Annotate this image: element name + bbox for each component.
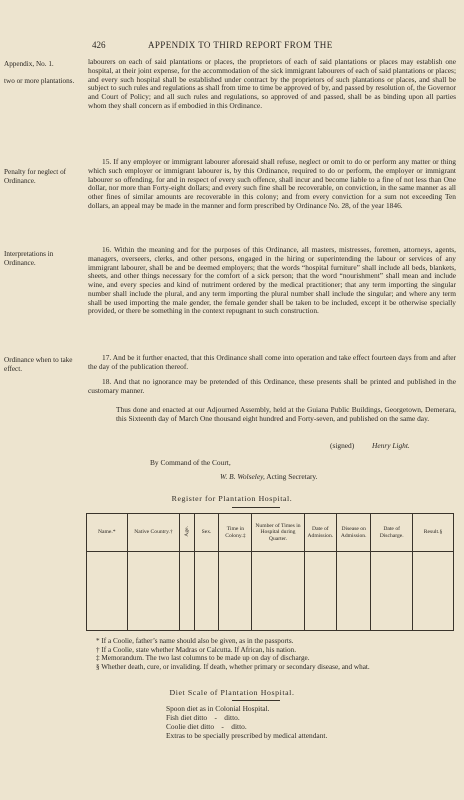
- paragraph-16: 16. Within the meaning and for the purposes of this Ordinance, all masters, mistresses, foremen, attorneys, agents, managers, overseers, clerks, and other persons, engaged in the hiring or superintending the labour or services of any immigrant labourer, shall be and be deemed employers; that the words “hospital furniture” shall include all beds, blankets, sheets, and other things necessary for the comfort of a sick person; that the word “nourishment” shall mean and include wine, and every species and kind of nutriment ordered by the medical practitioner; that any term importing the singular number shall include the plural, and any term importing the plural number shall include the singular; and where any term shall be used importing the male gender, the female gender shall be taken to be included, except it be otherwise specially provided, or there be something in the context repugnant to such construction.: [88, 245, 456, 316]
- enactment-text: Thus done and enacted at our Adjourned Assembly, held at the Guiana Public Buildings, Georgetown, Demerara, this Sixteenth day of March One thousand eight hundred and Forty-seven, and published on the same day.: [116, 405, 456, 423]
- register-header-row: [87, 514, 454, 552]
- secretary-name: W. B. Wolseley,: [220, 472, 265, 481]
- diet-scale-title: Diet Scale of Plantation Hospital.: [169, 688, 295, 697]
- col-disease: Disease on Admission.: [337, 514, 371, 552]
- page-number: 426: [92, 40, 106, 50]
- paragraph-18: 18. And that no ignorance may be pretended of this Ordinance, these presents shall be printed and published in the customary manner.: [88, 377, 456, 395]
- page-header: [0, 40, 464, 54]
- col-native-country: Native Country.†: [127, 514, 180, 552]
- diet-scale-list: [166, 704, 396, 740]
- col-time-in-colony: Time in Colony.‡: [219, 514, 252, 552]
- margin-note-interpretations: Interpretations in Ordinance.: [4, 250, 54, 267]
- diet-line-coolie: Coolie diet ditto - ditto.: [166, 722, 247, 731]
- diet-line-extras: Extras to be specially prescribed by medical attendant.: [166, 731, 328, 740]
- col-times-in-hospital: Number of Times in Hospital during Quarter.: [252, 514, 304, 552]
- register-table: [86, 513, 454, 631]
- margin-note-take-effect: Ordinance when to take effect.: [4, 356, 73, 373]
- col-sex: Sex.: [194, 514, 219, 552]
- register-blank-row: [87, 552, 454, 631]
- title-rule: [232, 507, 280, 508]
- margin-note-penalty: Penalty for neglect of Ordinance.: [4, 168, 67, 185]
- diet-line-fish: Fish diet ditto - ditto.: [166, 713, 240, 722]
- footnote-madras-calcutta: † If a Coolie, state whether Madras or Calcutta. If African, his nation.: [96, 645, 296, 654]
- margin-note-appendix: Appendix, No. 1.: [4, 60, 54, 68]
- col-age-label: Age.: [183, 525, 190, 537]
- col-name: Name.*: [87, 514, 128, 552]
- paragraph-14-continued: labourers on each of said plantations or places, the proprietors of each of said plantations or places may establish one hospital, at their joint expense, for the accommodation of the sick immigrant labourers of each of said plantations or places; and every such hospital shall be established under contract by the proprietors of such plantations or places, and shall be subject to such rules and regulations as shall from time to time be approved of by, and passed by resolution of, the Governor and Court of Policy; and all such rules and regulations, so approved of and passed, shall be as binding upon all parties whom they shall concern as if embodied in this Ordinance.: [88, 57, 456, 110]
- diet-title-rule: [232, 700, 280, 701]
- footnote-coolie-father: * If a Coolie, father’s name should also be given, as in the passports.: [96, 637, 294, 645]
- command-line: By Command of the Court,: [150, 458, 231, 467]
- diet-line-spoon: Spoon diet as in Colonial Hospital.: [166, 704, 270, 713]
- register-footnotes: [88, 637, 456, 671]
- secretary-line: [220, 472, 318, 481]
- col-age: [180, 514, 194, 552]
- footnote-memorandum: ‡ Memorandum. The two last columns to be made up on day of discharge.: [96, 654, 310, 663]
- footnote-result: § Whether death, cure, or invaliding. If death, whether primary or secondary disease, and what.: [96, 662, 370, 671]
- col-result: Result.§: [413, 514, 454, 552]
- signatory-name: Henry Light.: [372, 441, 410, 450]
- signed-label: (signed): [330, 441, 355, 450]
- paragraph-15: 15. If any employer or immigrant labourer aforesaid shall refuse, neglect or omit to do or perform any matter or thing which such employer or immigrant labourer is, by this Ordinance, required to do or perform, the employer or immigrant labourer so offending, for and in respect of every such offence, shall incur and become liable to a fine of not less than One dollar, nor more than Forty-eight dollars; and every such fine shall be recoverable, on conviction, in the same manner as all other fines of similar amounts are recoverable in this colony; and from every conviction for a sum not exceeding Ten dollars, an appeal may be made in the manner and form prescribed by Ordinance No. 28, of the year 1846.: [88, 157, 456, 210]
- secretary-title: Acting Secretary.: [264, 472, 318, 481]
- col-date-admission: Date of Admission.: [304, 514, 337, 552]
- register-title: Register for Plantation Hospital.: [171, 494, 293, 503]
- paragraph-17: 17. And be it further enacted, that this Ordinance shall come into operation and take effect fourteen days from and after the day of the publication thereof.: [88, 353, 456, 371]
- margin-note-plantations: two or more plantations.: [4, 77, 75, 85]
- running-title: APPENDIX TO THIRD REPORT FROM THE: [148, 40, 333, 50]
- col-date-discharge: Date of Discharge.: [371, 514, 413, 552]
